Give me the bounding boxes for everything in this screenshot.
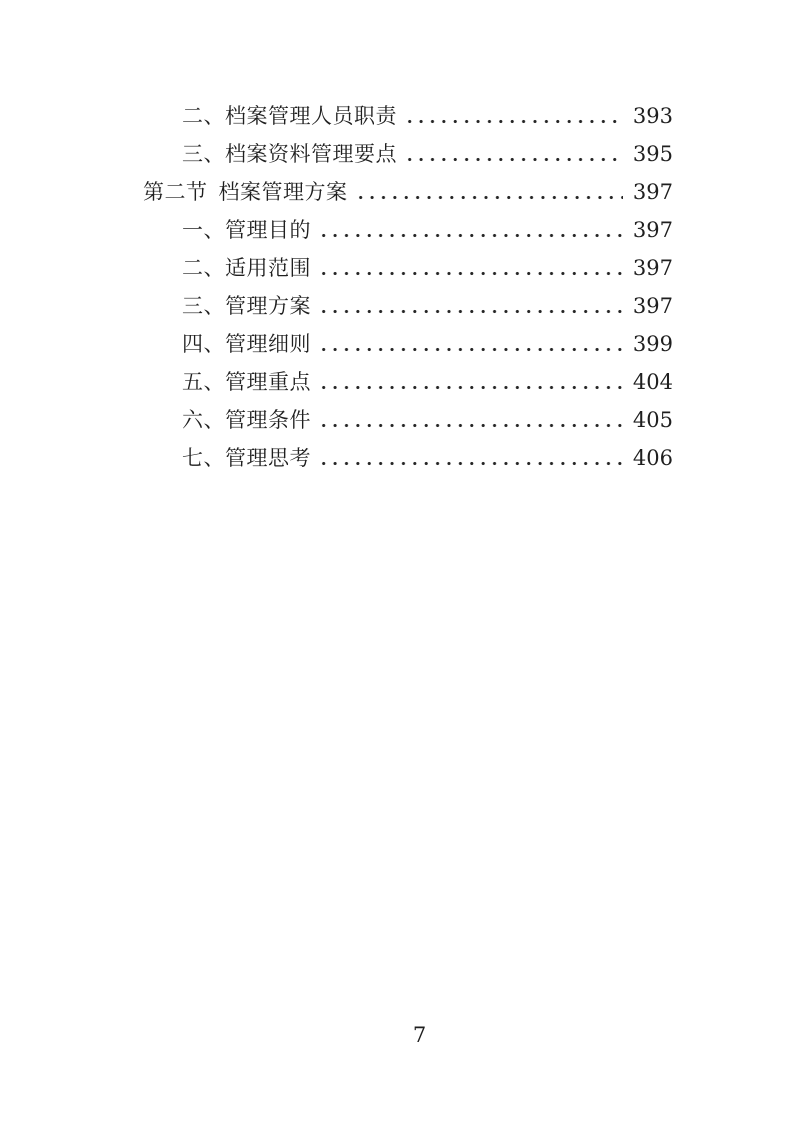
page-number: 7 xyxy=(412,1023,427,1047)
toc-item-title: 档案管理人员职责 xyxy=(225,104,397,128)
toc-item-number: 四、 xyxy=(182,332,225,356)
toc-item-number: 第二节 xyxy=(143,180,208,204)
toc-item-page: 399 xyxy=(632,332,673,356)
dot-leader xyxy=(318,271,623,276)
toc-row xyxy=(143,439,673,477)
toc-row xyxy=(143,211,673,249)
toc-item-page: 397 xyxy=(632,294,673,318)
toc-item-page: 405 xyxy=(632,408,673,432)
dot-leader xyxy=(318,461,623,466)
toc-row xyxy=(143,363,673,401)
toc-item-title: 管理思考 xyxy=(225,446,311,470)
toc-row xyxy=(143,401,673,439)
toc-item-page: 395 xyxy=(632,142,673,166)
toc-item-page: 397 xyxy=(632,180,673,204)
toc-item-number: 二、 xyxy=(182,104,225,128)
toc-item-number: 七、 xyxy=(182,446,225,470)
toc-item-title: 管理目的 xyxy=(225,218,311,242)
toc-item-number: 一、 xyxy=(182,218,225,242)
toc-row xyxy=(143,287,673,325)
toc-item-number: 三、 xyxy=(182,294,225,318)
toc-item-number: 六、 xyxy=(182,408,225,432)
toc-list xyxy=(143,97,673,477)
toc-row xyxy=(143,249,673,287)
toc-item-page: 397 xyxy=(632,256,673,280)
toc-item-title: 档案资料管理要点 xyxy=(225,142,397,166)
toc-row xyxy=(143,173,673,211)
toc-item-title: 管理方案 xyxy=(225,294,311,318)
toc-row xyxy=(143,325,673,363)
toc-item-title: 适用范围 xyxy=(225,256,311,280)
dot-leader xyxy=(404,157,623,162)
toc-item-page: 406 xyxy=(632,446,673,470)
toc-item-page: 393 xyxy=(632,104,673,128)
toc-item-title: 管理细则 xyxy=(225,332,311,356)
toc-item-title: 管理条件 xyxy=(225,408,311,432)
toc-item-number: 二、 xyxy=(182,256,225,280)
toc-item-title: 管理重点 xyxy=(225,370,311,394)
toc-item-page: 397 xyxy=(632,218,673,242)
dot-leader xyxy=(318,233,623,238)
toc-item-number: 五、 xyxy=(182,370,225,394)
dot-leader xyxy=(318,347,623,352)
toc-item-page: 404 xyxy=(632,370,673,394)
toc-row xyxy=(143,135,673,173)
dot-leader xyxy=(318,309,623,314)
toc-item-title: 档案管理方案 xyxy=(218,180,348,204)
dot-leader xyxy=(355,195,623,200)
dot-leader xyxy=(318,423,623,428)
dot-leader xyxy=(404,119,623,124)
toc-row xyxy=(143,97,673,135)
dot-leader xyxy=(318,385,623,390)
toc-item-number: 三、 xyxy=(182,142,225,166)
